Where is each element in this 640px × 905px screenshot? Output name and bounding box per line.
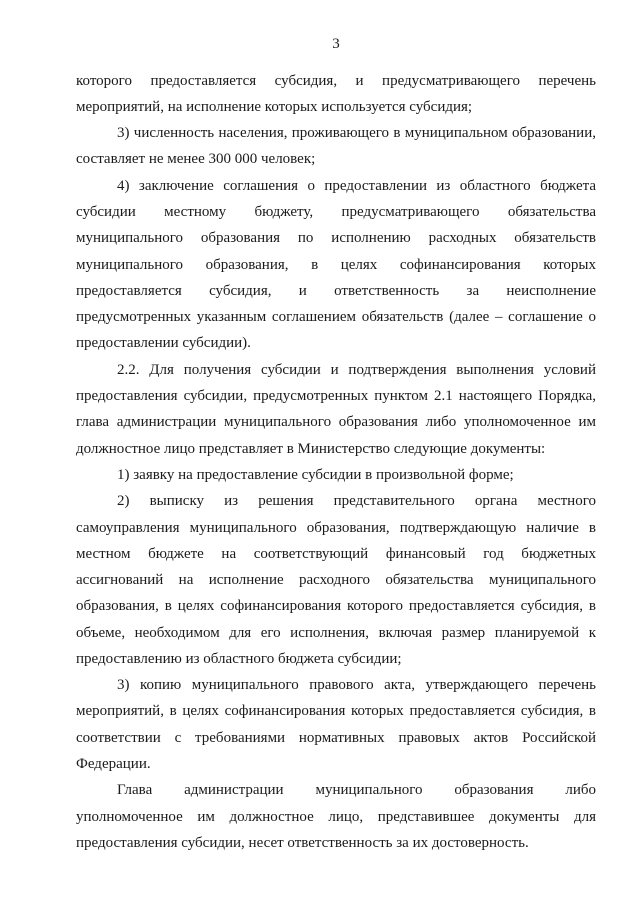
text-line: составляет не менее 300 000 человек; [76,151,316,167]
text-line: 3) численность населения, проживающего в муниципальном образовании, [117,125,596,141]
text-line: муниципального образования по исполнению расходных обязательств [76,230,596,246]
text-line: предоставления субсидии, предусмотренных пунктом 2.1 настоящего Порядка, [76,388,596,404]
text-line: которого предоставляется субсидия, и предусматривающего перечень [76,73,596,89]
text-line: самоуправления муниципального образования, подтверждающую наличие в [76,520,596,536]
text-line: субсидии местному бюджету, предусматривающего обязательства [76,204,596,220]
text-line: уполномоченное им должностное лицо, представившее документы для [76,809,596,825]
text-line: предоставлении субсидии). [76,335,251,351]
text-line: предусмотренных указанным соглашением обязательств (далее – соглашение о [76,309,596,325]
page-number: 3 [332,36,340,52]
text-line: соответствии с требованиями нормативных правовых актов Российской [76,730,596,746]
text-line: Глава администрации муниципального образования либо [117,782,596,798]
text-line: 4) заключение соглашения о предоставлении из областного бюджета [117,178,596,194]
text-line: предоставлению из областного бюджета субсидии; [76,651,402,667]
text-line: Федерации. [76,756,151,772]
text-line: 1) заявку на предоставление субсидии в произвольной форме; [117,467,514,483]
text-line: 3) копию муниципального правового акта, утверждающего перечень [117,677,596,693]
text-line: глава администрации муниципального образования либо уполномоченное им [76,414,596,430]
text-line: 2.2. Для получения субсидии и подтверждения выполнения условий [117,362,596,378]
text-line: ассигнований на исполнение расходного обязательства муниципального [76,572,596,588]
text-line: должностное лицо представляет в Министерство следующие документы: [76,441,546,457]
text-line: мероприятий, на исполнение которых используется субсидия; [76,99,473,115]
text-line: муниципального образования, в целях софинансирования которых [76,257,596,273]
text-line: предоставления субсидии, несет ответственность за их достоверность. [76,835,529,851]
text-line: предоставляется субсидия, и ответственность за неисполнение [76,283,596,299]
text-line: местном бюджете на соответствующий финансовый год бюджетных [76,546,596,562]
text-line: 2) выписку из решения представительного органа местного [117,493,596,509]
text-line: объеме, необходимом для его исполнения, включая размер планируемой к [76,625,596,641]
text-line: образования, в целях софинансирования которого предоставляется субсидия, в [76,598,596,614]
text-line: мероприятий, в целях софинансирования которых предоставляется субсидия, в [76,703,596,719]
